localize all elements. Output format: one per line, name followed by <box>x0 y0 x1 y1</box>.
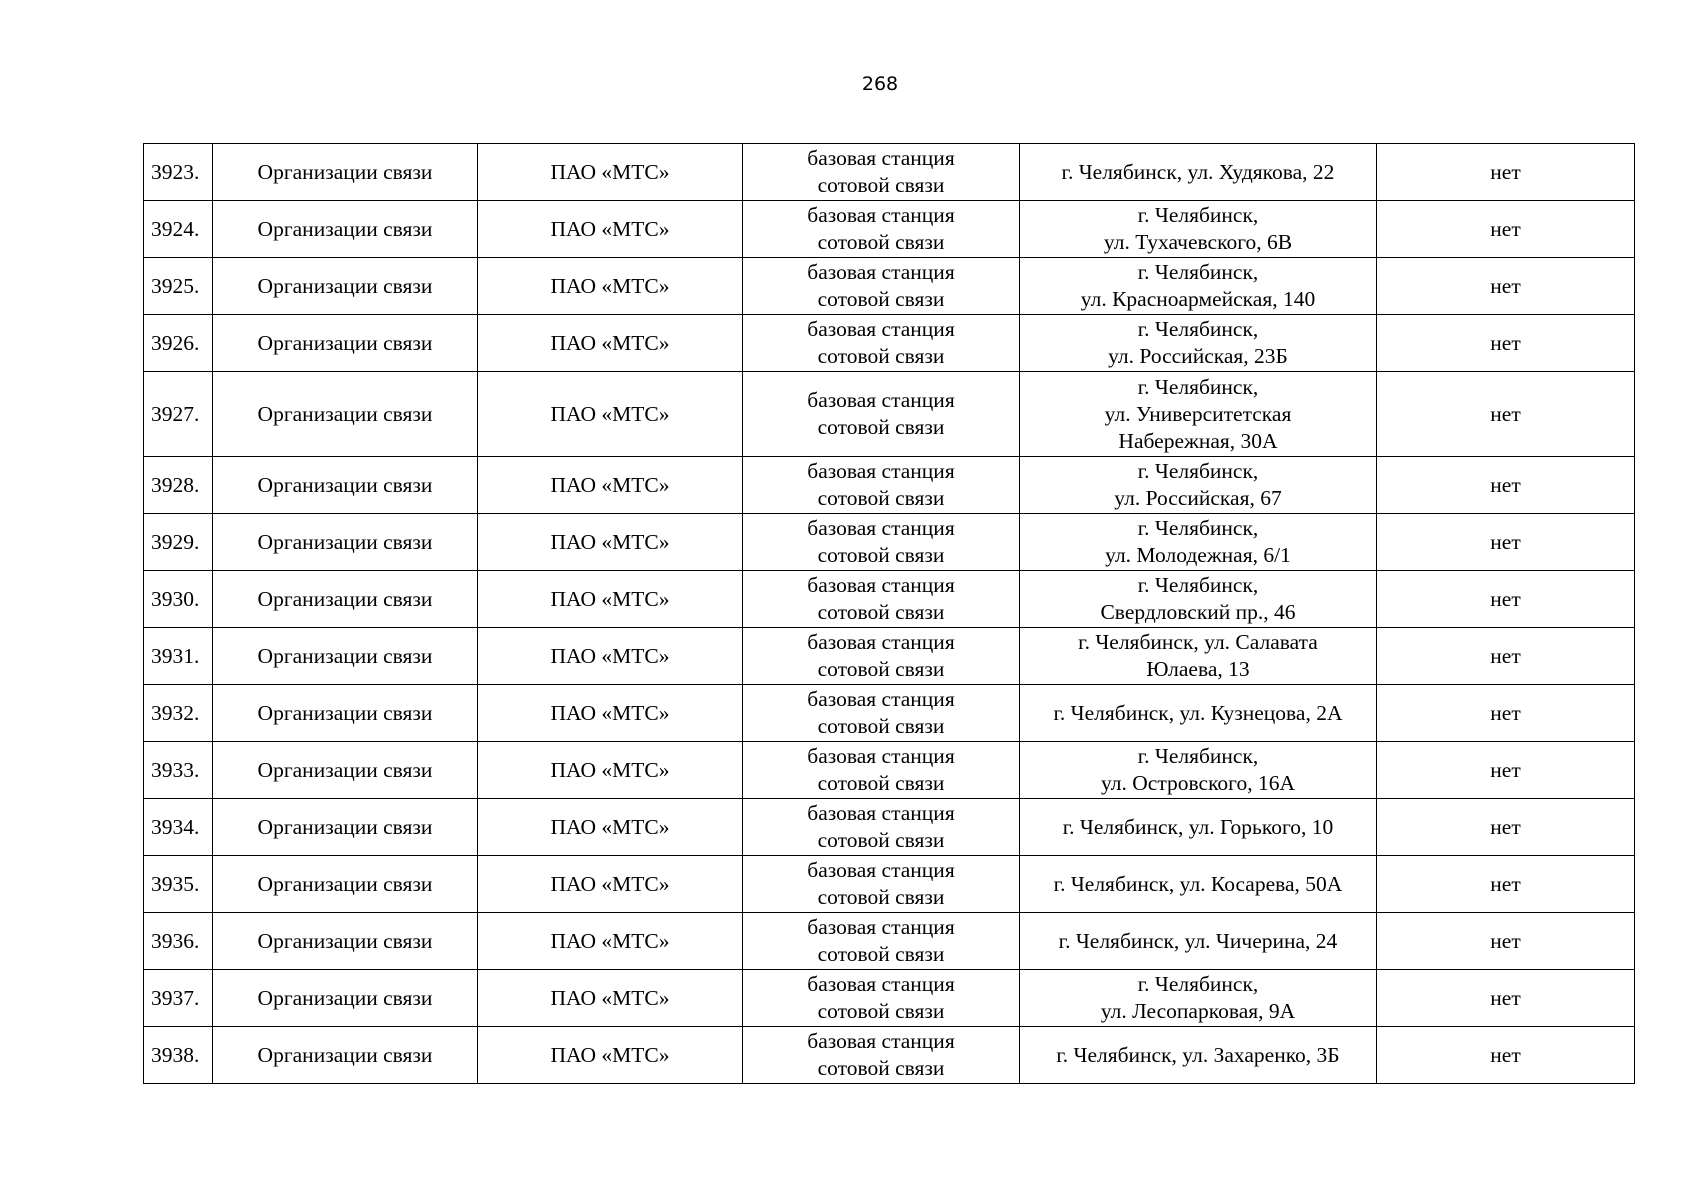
address-cell-line: г. Челябинск, <box>1137 972 1259 996</box>
note-cell: нет <box>1377 144 1635 201</box>
table-row <box>144 457 1635 514</box>
address-cell-line: ул. Университетская <box>1104 401 1292 426</box>
address-cell-line: ул. Лесопарковая, 9А <box>1100 999 1296 1023</box>
address-cell <box>1020 372 1377 457</box>
category-cell: Организации связи <box>213 258 478 315</box>
object-type-cell-line: сотовой связи <box>817 543 945 567</box>
address-cell-line: г. Челябинск, <box>1137 260 1259 284</box>
note-cell: нет <box>1377 372 1635 457</box>
organization-cell: ПАО «МТС» <box>478 685 743 742</box>
row-number-cell: 3938. <box>144 1027 213 1084</box>
row-number-cell: 3928. <box>144 457 213 514</box>
organization-cell: ПАО «МТС» <box>478 372 743 457</box>
category-cell: Организации связи <box>213 742 478 799</box>
address-cell <box>1020 628 1377 685</box>
object-type-cell-line: сотовой связи <box>817 942 945 966</box>
address-cell <box>1020 1027 1377 1084</box>
category-cell: Организации связи <box>213 372 478 457</box>
object-type-cell-line: базовая станция <box>807 573 955 597</box>
address-cell <box>1020 856 1377 913</box>
organization-cell: ПАО «МТС» <box>478 315 743 372</box>
table-row <box>144 856 1635 913</box>
object-type-cell <box>743 258 1020 315</box>
object-type-cell <box>743 372 1020 457</box>
table-row <box>144 1027 1635 1084</box>
address-cell-line: ул. Тухачевского, 6В <box>1103 230 1293 254</box>
address-cell-line: г. Челябинск, ул. Косарева, 50А <box>1053 871 1343 896</box>
category-cell: Организации связи <box>213 144 478 201</box>
row-number-cell: 3937. <box>144 970 213 1027</box>
address-cell <box>1020 799 1377 856</box>
object-type-cell <box>743 144 1020 201</box>
table-row <box>144 514 1635 571</box>
object-type-cell <box>743 685 1020 742</box>
object-type-cell-line: сотовой связи <box>817 600 945 624</box>
object-type-cell-line: сотовой связи <box>817 486 945 510</box>
address-cell-line: Свердловский пр., 46 <box>1100 600 1296 624</box>
object-type-cell-line: сотовой связи <box>817 230 945 254</box>
object-type-cell-line: сотовой связи <box>817 344 945 368</box>
object-type-cell-line: базовая станция <box>807 858 955 882</box>
address-cell-line: г. Челябинск, <box>1137 317 1259 341</box>
object-type-cell <box>743 970 1020 1027</box>
organization-cell: ПАО «МТС» <box>478 1027 743 1084</box>
address-cell-line: г. Челябинск, <box>1137 573 1259 597</box>
object-type-cell-line: сотовой связи <box>817 714 945 738</box>
organization-cell: ПАО «МТС» <box>478 628 743 685</box>
table-row <box>144 201 1635 258</box>
note-cell: нет <box>1377 514 1635 571</box>
address-cell <box>1020 514 1377 571</box>
registry-table <box>143 143 1635 1084</box>
address-cell <box>1020 571 1377 628</box>
note-cell: нет <box>1377 315 1635 372</box>
object-type-cell-line: базовая станция <box>807 744 955 768</box>
table-row <box>144 144 1635 201</box>
category-cell: Организации связи <box>213 571 478 628</box>
object-type-cell <box>743 571 1020 628</box>
object-type-cell-line: базовая станция <box>807 630 955 654</box>
registry-table-body <box>144 144 1635 1084</box>
object-type-cell-line: базовая станция <box>807 388 955 412</box>
object-type-cell <box>743 799 1020 856</box>
category-cell: Организации связи <box>213 1027 478 1084</box>
table-row <box>144 799 1635 856</box>
object-type-cell-line: сотовой связи <box>817 173 945 197</box>
object-type-cell-line: базовая станция <box>807 801 955 825</box>
table-row <box>144 742 1635 799</box>
object-type-cell-line: сотовой связи <box>817 415 945 439</box>
category-cell: Организации связи <box>213 457 478 514</box>
organization-cell: ПАО «МТС» <box>478 514 743 571</box>
row-number-cell: 3933. <box>144 742 213 799</box>
row-number-cell: 3930. <box>144 571 213 628</box>
address-cell-line: г. Челябинск, <box>1137 203 1259 227</box>
row-number-cell: 3926. <box>144 315 213 372</box>
address-cell <box>1020 742 1377 799</box>
object-type-cell <box>743 1027 1020 1084</box>
row-number-cell: 3932. <box>144 685 213 742</box>
row-number-cell: 3924. <box>144 201 213 258</box>
organization-cell: ПАО «МТС» <box>478 742 743 799</box>
row-number-cell: 3931. <box>144 628 213 685</box>
organization-cell: ПАО «МТС» <box>478 970 743 1027</box>
organization-cell: ПАО «МТС» <box>478 799 743 856</box>
object-type-cell <box>743 628 1020 685</box>
address-cell-line: ул. Молодежная, 6/1 <box>1105 543 1291 567</box>
note-cell: нет <box>1377 628 1635 685</box>
category-cell: Организации связи <box>213 799 478 856</box>
object-type-cell-line: сотовой связи <box>817 771 945 795</box>
object-type-cell <box>743 856 1020 913</box>
address-cell <box>1020 685 1377 742</box>
organization-cell: ПАО «МТС» <box>478 258 743 315</box>
address-cell <box>1020 144 1377 201</box>
note-cell: нет <box>1377 571 1635 628</box>
object-type-cell <box>743 742 1020 799</box>
object-type-cell-line: базовая станция <box>807 1029 955 1053</box>
address-cell-line: г. Челябинск, ул. Худякова, 22 <box>1061 159 1335 184</box>
address-cell <box>1020 315 1377 372</box>
object-type-cell <box>743 913 1020 970</box>
table-row <box>144 571 1635 628</box>
note-cell: нет <box>1377 201 1635 258</box>
table-row <box>144 315 1635 372</box>
object-type-cell-line: базовая станция <box>807 687 955 711</box>
category-cell: Организации связи <box>213 913 478 970</box>
address-cell-line: г. Челябинск, <box>1137 459 1259 483</box>
object-type-cell-line: базовая станция <box>807 516 955 540</box>
row-number-cell: 3935. <box>144 856 213 913</box>
address-cell-line: г. Челябинск, ул. Горького, 10 <box>1062 814 1334 839</box>
address-cell-line: ул. Российская, 23Б <box>1108 344 1288 368</box>
object-type-cell-line: сотовой связи <box>817 999 945 1023</box>
organization-cell: ПАО «МТС» <box>478 144 743 201</box>
note-cell: нет <box>1377 913 1635 970</box>
note-cell: нет <box>1377 742 1635 799</box>
note-cell: нет <box>1377 970 1635 1027</box>
note-cell: нет <box>1377 799 1635 856</box>
address-cell-line: Набережная, 30А <box>1118 428 1278 453</box>
organization-cell: ПАО «МТС» <box>478 913 743 970</box>
table-row <box>144 628 1635 685</box>
object-type-cell-line: базовая станция <box>807 915 955 939</box>
category-cell: Организации связи <box>213 970 478 1027</box>
category-cell: Организации связи <box>213 315 478 372</box>
organization-cell: ПАО «МТС» <box>478 571 743 628</box>
object-type-cell <box>743 514 1020 571</box>
organization-cell: ПАО «МТС» <box>478 201 743 258</box>
object-type-cell-line: базовая станция <box>807 146 955 170</box>
note-cell: нет <box>1377 258 1635 315</box>
address-cell-line: ул. Российская, 67 <box>1114 486 1282 510</box>
category-cell: Организации связи <box>213 628 478 685</box>
object-type-cell-line: базовая станция <box>807 317 955 341</box>
organization-cell: ПАО «МТС» <box>478 856 743 913</box>
table-row <box>144 913 1635 970</box>
object-type-cell-line: базовая станция <box>807 972 955 996</box>
row-number-cell: 3936. <box>144 913 213 970</box>
address-cell-line: г. Челябинск, ул. Кузнецова, 2А <box>1053 700 1343 725</box>
category-cell: Организации связи <box>213 685 478 742</box>
note-cell: нет <box>1377 1027 1635 1084</box>
organization-cell: ПАО «МТС» <box>478 457 743 514</box>
address-cell-line: г. Челябинск, ул. Чичерина, 24 <box>1058 928 1338 953</box>
table-row <box>144 685 1635 742</box>
table-row <box>144 970 1635 1027</box>
note-cell: нет <box>1377 685 1635 742</box>
address-cell <box>1020 913 1377 970</box>
address-cell <box>1020 258 1377 315</box>
object-type-cell-line: базовая станция <box>807 459 955 483</box>
address-cell-line: г. Челябинск, <box>1137 516 1259 540</box>
address-cell <box>1020 457 1377 514</box>
row-number-cell: 3925. <box>144 258 213 315</box>
address-cell-line: г. Челябинск, ул. Салавата <box>1078 630 1318 654</box>
category-cell: Организации связи <box>213 856 478 913</box>
address-cell-line: ул. Островского, 16А <box>1101 771 1295 795</box>
category-cell: Организации связи <box>213 514 478 571</box>
object-type-cell <box>743 457 1020 514</box>
row-number-cell: 3929. <box>144 514 213 571</box>
note-cell: нет <box>1377 457 1635 514</box>
address-cell-line: Юлаева, 13 <box>1146 657 1250 681</box>
address-cell-line: г. Челябинск, ул. Захаренко, 3Б <box>1056 1042 1340 1067</box>
address-cell-line: г. Челябинск, <box>1137 744 1259 768</box>
object-type-cell-line: сотовой связи <box>817 1056 945 1080</box>
row-number-cell: 3934. <box>144 799 213 856</box>
address-cell <box>1020 201 1377 258</box>
address-cell-line: г. Челябинск, <box>1137 374 1259 399</box>
note-cell: нет <box>1377 856 1635 913</box>
category-cell: Организации связи <box>213 201 478 258</box>
table-row <box>144 372 1635 457</box>
page-number: 268 <box>861 73 899 95</box>
row-number-cell: 3923. <box>144 144 213 201</box>
object-type-cell <box>743 201 1020 258</box>
address-cell <box>1020 970 1377 1027</box>
table-row <box>144 258 1635 315</box>
object-type-cell-line: сотовой связи <box>817 885 945 909</box>
object-type-cell-line: сотовой связи <box>817 287 945 311</box>
object-type-cell-line: базовая станция <box>807 260 955 284</box>
row-number-cell: 3927. <box>144 372 213 457</box>
object-type-cell-line: сотовой связи <box>817 657 945 681</box>
address-cell-line: ул. Красноармейская, 140 <box>1080 287 1316 311</box>
object-type-cell-line: базовая станция <box>807 203 955 227</box>
object-type-cell-line: сотовой связи <box>817 828 945 852</box>
object-type-cell <box>743 315 1020 372</box>
